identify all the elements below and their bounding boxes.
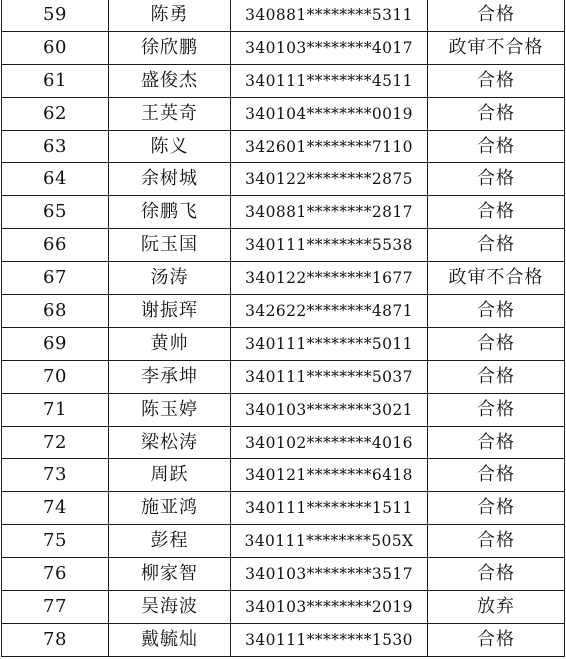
results-table xyxy=(1,0,565,657)
table-row xyxy=(2,525,565,558)
row-number: 63 xyxy=(2,130,109,163)
id-number: 342601********7110 xyxy=(231,130,428,163)
id-number: 340104********0019 xyxy=(231,97,428,130)
id-number: 340111********5011 xyxy=(231,327,428,360)
result-status: 合格 xyxy=(428,64,565,97)
table-row xyxy=(2,262,565,295)
row-number: 78 xyxy=(2,623,109,656)
table-row xyxy=(2,360,565,393)
candidate-name: 陈义 xyxy=(109,130,231,163)
result-status: 合格 xyxy=(428,360,565,393)
id-number: 340102********4016 xyxy=(231,426,428,459)
result-status: 合格 xyxy=(428,0,565,31)
table-row xyxy=(2,295,565,328)
candidate-name: 黄帅 xyxy=(109,327,231,360)
id-number: 340122********1677 xyxy=(231,262,428,295)
candidate-name: 施亚鸿 xyxy=(109,492,231,525)
row-number: 76 xyxy=(2,558,109,591)
table-row xyxy=(2,623,565,656)
row-number: 68 xyxy=(2,295,109,328)
row-number: 70 xyxy=(2,360,109,393)
result-status: 合格 xyxy=(428,623,565,656)
candidate-name: 徐欣鹏 xyxy=(109,31,231,64)
results-table-body xyxy=(2,0,565,656)
table-row xyxy=(2,97,565,130)
id-number: 340121********6418 xyxy=(231,459,428,492)
id-number: 340111********5037 xyxy=(231,360,428,393)
candidate-name: 陈玉婷 xyxy=(109,393,231,426)
candidate-name: 陈勇 xyxy=(109,0,231,31)
candidate-name: 汤涛 xyxy=(109,262,231,295)
result-status: 合格 xyxy=(428,426,565,459)
candidate-name: 谢振珲 xyxy=(109,295,231,328)
candidate-name: 徐鹏飞 xyxy=(109,196,231,229)
result-status: 政审不合格 xyxy=(428,31,565,64)
candidate-name: 彭程 xyxy=(109,525,231,558)
row-number: 69 xyxy=(2,327,109,360)
candidate-name: 王英奇 xyxy=(109,97,231,130)
id-number: 340111********5538 xyxy=(231,229,428,262)
result-status: 政审不合格 xyxy=(428,262,565,295)
result-status: 合格 xyxy=(428,130,565,163)
candidate-name: 戴毓灿 xyxy=(109,623,231,656)
candidate-name: 吴海波 xyxy=(109,591,231,624)
result-status: 合格 xyxy=(428,163,565,196)
id-number: 340122********2875 xyxy=(231,163,428,196)
row-number: 66 xyxy=(2,229,109,262)
id-number: 340103********4017 xyxy=(231,31,428,64)
id-number: 340111********1530 xyxy=(231,623,428,656)
row-number: 60 xyxy=(2,31,109,64)
table-row xyxy=(2,163,565,196)
table-row xyxy=(2,558,565,591)
result-status: 合格 xyxy=(428,196,565,229)
table-row xyxy=(2,426,565,459)
row-number: 61 xyxy=(2,64,109,97)
result-status: 合格 xyxy=(428,295,565,328)
candidate-name: 李承坤 xyxy=(109,360,231,393)
result-status: 合格 xyxy=(428,229,565,262)
row-number: 73 xyxy=(2,459,109,492)
row-number: 71 xyxy=(2,393,109,426)
id-number: 340881********5311 xyxy=(231,0,428,31)
table-row xyxy=(2,196,565,229)
table-row xyxy=(2,591,565,624)
result-status: 合格 xyxy=(428,97,565,130)
table-row xyxy=(2,229,565,262)
id-number: 340103********3021 xyxy=(231,393,428,426)
candidate-name: 余树城 xyxy=(109,163,231,196)
candidate-name: 阮玉国 xyxy=(109,229,231,262)
row-number: 75 xyxy=(2,525,109,558)
candidate-name: 柳家智 xyxy=(109,558,231,591)
result-status: 合格 xyxy=(428,525,565,558)
result-status: 合格 xyxy=(428,327,565,360)
candidate-name: 周跃 xyxy=(109,459,231,492)
result-status: 合格 xyxy=(428,558,565,591)
result-status: 放弃 xyxy=(428,591,565,624)
table-row xyxy=(2,327,565,360)
row-number: 59 xyxy=(2,0,109,31)
table-row xyxy=(2,31,565,64)
candidate-name: 盛俊杰 xyxy=(109,64,231,97)
table-row xyxy=(2,492,565,525)
table-row xyxy=(2,0,565,31)
id-number: 340111********505X xyxy=(231,525,428,558)
row-number: 65 xyxy=(2,196,109,229)
id-number: 340111********1511 xyxy=(231,492,428,525)
id-number: 342622********4871 xyxy=(231,295,428,328)
candidate-name: 梁松涛 xyxy=(109,426,231,459)
id-number: 340111********4511 xyxy=(231,64,428,97)
table-row xyxy=(2,64,565,97)
result-status: 合格 xyxy=(428,459,565,492)
result-status: 合格 xyxy=(428,393,565,426)
table-row xyxy=(2,459,565,492)
row-number: 74 xyxy=(2,492,109,525)
row-number: 67 xyxy=(2,262,109,295)
table-row xyxy=(2,130,565,163)
row-number: 77 xyxy=(2,591,109,624)
table-row xyxy=(2,393,565,426)
id-number: 340881********2817 xyxy=(231,196,428,229)
id-number: 340103********3517 xyxy=(231,558,428,591)
id-number: 340103********2019 xyxy=(231,591,428,624)
row-number: 64 xyxy=(2,163,109,196)
row-number: 72 xyxy=(2,426,109,459)
row-number: 62 xyxy=(2,97,109,130)
result-status: 合格 xyxy=(428,492,565,525)
